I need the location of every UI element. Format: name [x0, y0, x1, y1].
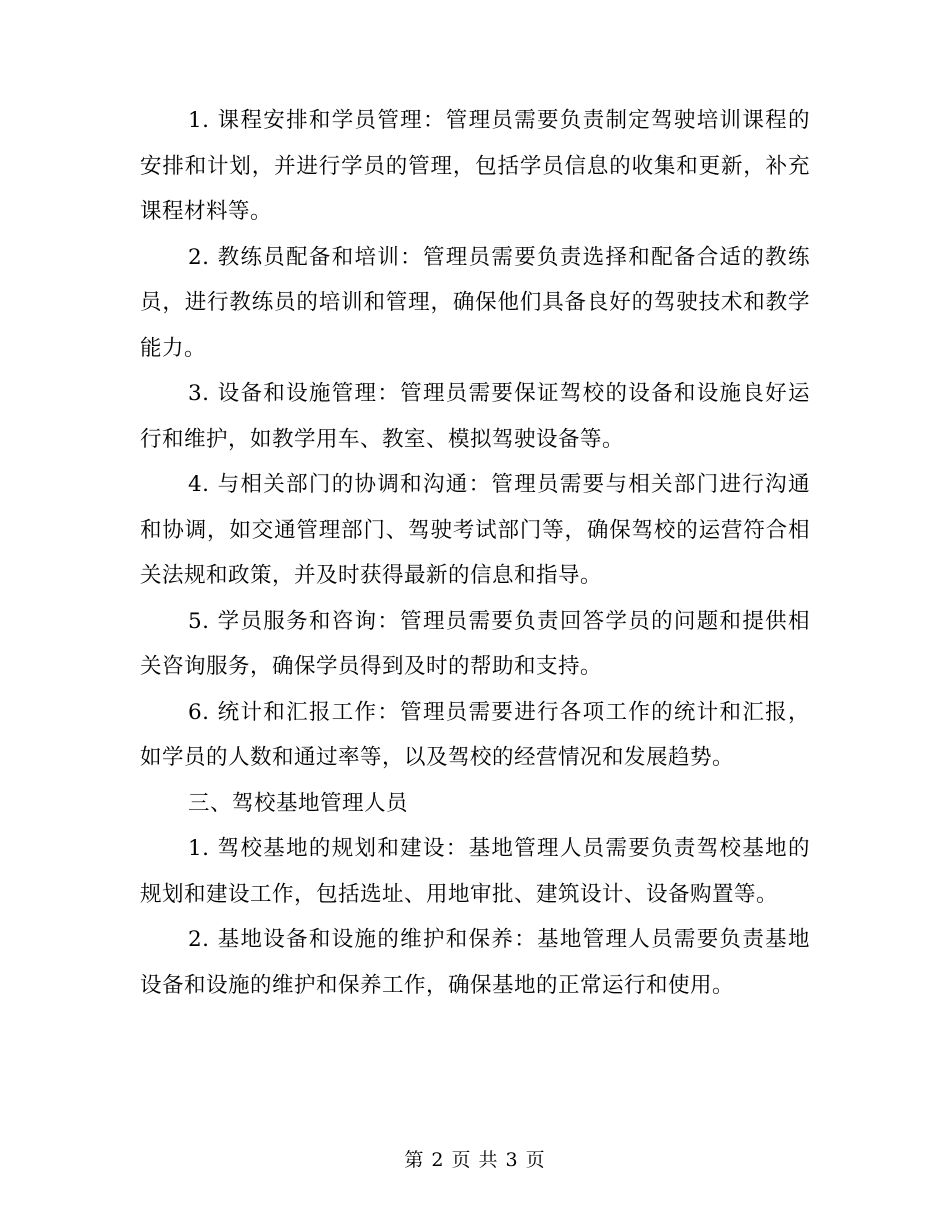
paragraph-base-maintenance: 2. 基地设备和设施的维护和保养：基地管理人员需要负责基地设备和设施的维护和保养工作，确保基地的正常运行和使用。 [140, 927, 810, 998]
paragraph-equipment-management: 3. 设备和设施管理：管理员需要保证驾校的设备和设施良好运行和维护，如教学用车、教室、模拟驾驶设备等。 [140, 381, 810, 452]
paragraph-statistics-reporting: 6. 统计和汇报工作：管理员需要进行各项工作的统计和汇报，如学员的人数和通过率等，以及驾校的经营情况和发展趋势。 [140, 699, 810, 770]
paragraph-base-planning: 1. 驾校基地的规划和建设：基地管理人员需要负责驾校基地的规划和建设工作，包括选址、用地审批、建筑设计、设备购置等。 [140, 836, 810, 907]
document-body [140, 98, 810, 1008]
section-heading-base-management: 三、驾校基地管理人员 [188, 790, 409, 816]
paragraph-student-service: 5. 学员服务和咨询：管理员需要负责回答学员的问题和提供相关咨询服务，确保学员得到及时的帮助和支持。 [140, 608, 810, 679]
paragraph-course-management: 1. 课程安排和学员管理：管理员需要负责制定驾驶培训课程的安排和计划，并进行学员的管理，包括学员信息的收集和更新，补充课程材料等。 [140, 108, 810, 224]
paragraph-department-coordination: 4. 与相关部门的协调和沟通：管理员需要与相关部门进行沟通和协调，如交通管理部门、驾驶考试部门等，确保驾校的运营符合相关法规和政策，并及时获得最新的信息和指导。 [140, 472, 810, 588]
paragraph-instructor-training: 2. 教练员配备和培训：管理员需要负责选择和配备合适的教练员，进行教练员的培训和管理，确保他们具备良好的驾驶技术和教学能力。 [140, 244, 810, 361]
page-number-footer: 第 2 页 共 3 页 [404, 1149, 546, 1171]
